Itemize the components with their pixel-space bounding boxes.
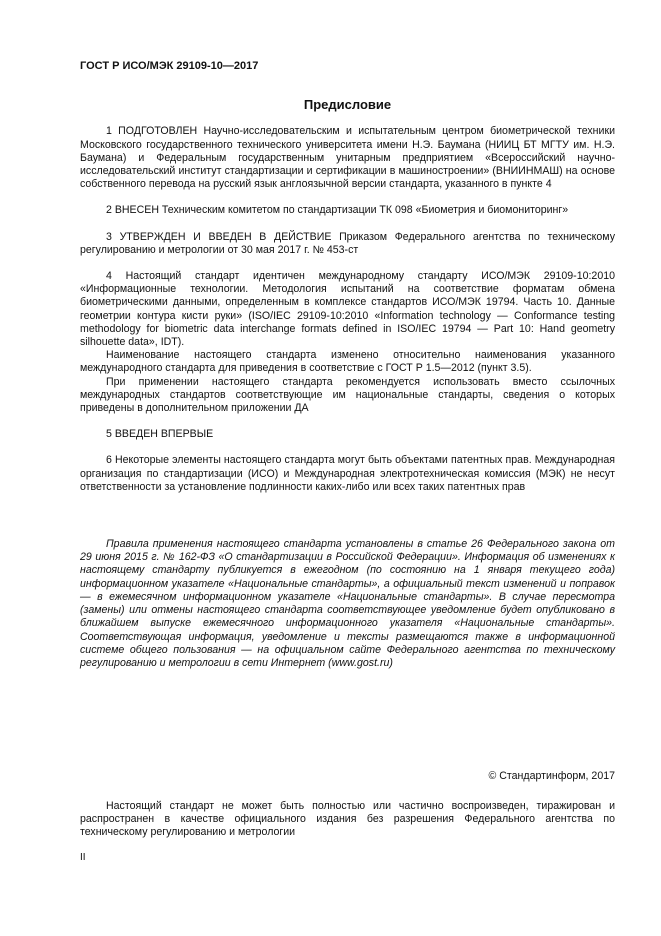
paragraph-approved: 3 УТВЕРЖДЕН И ВВЕДЕН В ДЕЙСТВИЕ Приказом Федерального агентства по техническому регулированию и метрологии от 30 мая 2017 г. № 453-ст [80,230,615,256]
paragraph-first-introduced: 5 ВВЕДЕН ВПЕРВЫЕ [106,428,214,441]
paragraph-prepared-by: 1 ПОДГОТОВЛЕН Научно-исследовательским и испытательным центром биометрической техники Московского государственного технического университета имени Н.Э. Баумана (НИИЦ БТ МГТУ им. Н.Э. Баумана) и Федеральным государственным унитарным предприятием «Всероссийский научно-исследовательский институт стандартизации и сертификации в машиностроении» (ВНИИНМАШ) на основе собственного перевода на русский язык англоязычной версии стандарта, указанного в пункте 4 [80,125,615,191]
paragraph-identical-standard: 4 Настоящий стандарт идентичен международному стандарту ИСО/МЭК 29109-10:2010 «Информационные технологии. Методология испытаний на соответствие форматам обмена биометрическими данными, определенным в комплексе стандартов ИСО/МЭК 19794. Часть 10. Данные геометрии контура кисти руки» (ISO/IEC 29109-10:2010 «Information technology — Conformance testing methodology for biometric data interchange formats defined in ISO/IEC 19794 — Part 10: Hand geometry silhouette data», IDT). [80,270,615,349]
reproduction-notice: Настоящий стандарт не может быть полностью или частично воспроизведен, тиражирован и распространен в качестве официального издания без разрешения Федерального агентства по техническому регулированию и метрологии [80,800,615,839]
application-rules-notice: Правила применения настоящего стандарта установлены в статье 26 Федерального закона от 29 июня 2015 г. № 162-ФЗ «О стандартизации в Российской Федерации». Информация об изменениях к настоящему стандарту публикуется в ежегодном (по состоянию на 1 января текущего года) информационном указателе «Национальные стандарты», а официальный текст изменений и поправок — в ежемесячном информационном указателе «Национальные стандарты». В случае пересмотра (замены) или отмены настоящего стандарта соответствующее уведомление будет опубликовано в ближайшем выпуске ежемесячного информационного указателя «Национальные стандарты». Соответствующая информация, уведомление и тексты размещаются также в информационной системе общего пользования — на официальном сайте Федерального агентства по техническому регулированию и метрологии в сети Интернет (www.gost.ru) [80,538,615,669]
paragraph-name-changed: Наименование настоящего стандарта изменено относительно наименования указанного международного стандарта для приведения в соответствие с ГОСТ Р 1.5—2012 (пункт 3.5). [80,349,615,375]
page-title: Предисловие [303,97,392,113]
paragraph-introduced-by: 2 ВНЕСЕН Техническим комитетом по стандартизации ТК 098 «Биометрия и биомониторинг» [106,204,569,217]
document-code: ГОСТ Р ИСО/МЭК 29109-10—2017 [80,60,259,72]
paragraph-patent-rights: 6 Некоторые элементы настоящего стандарта могут быть объектами патентных прав. Международная организация по стандартизации (ИСО) и Международная электротехническая комиссия (МЭК) не несут ответственности за установление подлинности каких-либо или всех таких патентных прав [80,454,615,493]
copyright: © Стандартинформ, 2017 [488,770,615,782]
page-number: II [80,852,86,863]
paragraph-national-standards: При применении настоящего стандарта рекомендуется использовать вместо ссылочных международных стандартов соответствующие им национальные стандарты, сведения о которых приведены в дополнительном приложении ДА [80,375,615,415]
